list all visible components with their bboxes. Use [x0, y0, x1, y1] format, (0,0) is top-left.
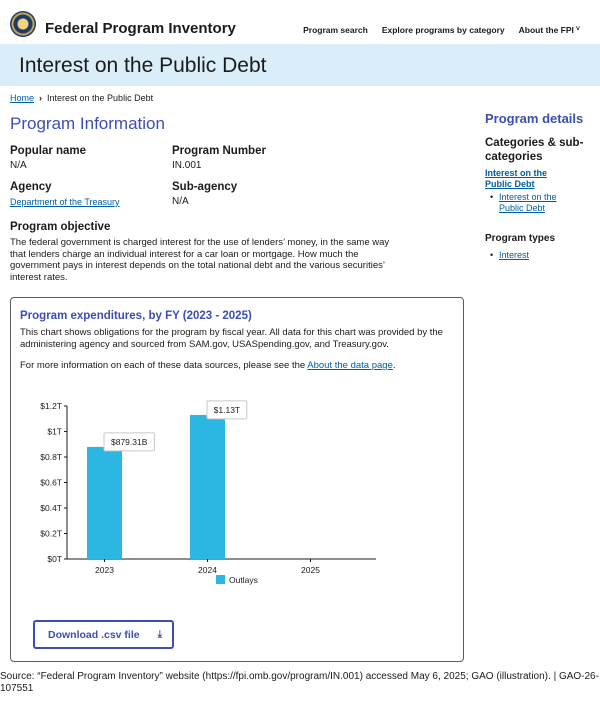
- nav-program-search[interactable]: Program search: [303, 25, 368, 35]
- program-number-value: IN.001: [172, 160, 202, 171]
- list-item: [486, 250, 576, 261]
- breadcrumb-home[interactable]: Home: [10, 93, 35, 103]
- expenditures-title: Program expenditures, by FY (2023 - 2025): [20, 310, 252, 322]
- expenditures-description: This chart shows obligations for the program by fiscal year. All data for this chart was provided by the administering agency and sourced from SAM.gov, USASpending.gov, and Treasury.gov.: [20, 327, 443, 350]
- category-link[interactable]: Interest on the Public Debt: [485, 168, 548, 189]
- legend-swatch: [216, 575, 225, 584]
- y-tick-label: $0.8T: [40, 452, 62, 462]
- sub-agency-label: Sub-agency: [172, 181, 238, 193]
- categories-heading: Categories & sub-categories: [485, 137, 584, 163]
- agency-link[interactable]: Department of the Treasury: [10, 197, 120, 207]
- chevron-down-icon: ˅: [575, 26, 580, 33]
- x-tick-label: 2025: [301, 565, 320, 575]
- data-label: $879.31B: [110, 436, 148, 447]
- breadcrumb-current: Interest on the Public Debt: [47, 93, 154, 103]
- sidebar-title: Program details: [485, 111, 584, 126]
- program-type-link[interactable]: Interest: [499, 250, 530, 260]
- list-item: [486, 192, 576, 214]
- agency-label: Agency: [10, 181, 52, 193]
- bar: [190, 415, 225, 559]
- popular-name-label: Popular name: [10, 145, 87, 157]
- data-label: $1.13T: [213, 404, 241, 415]
- y-tick-label: $1T: [47, 426, 62, 437]
- popular-name-value: N/A: [10, 160, 27, 171]
- info-suffix: .: [392, 360, 396, 371]
- y-tick-label: $0.4T: [40, 503, 62, 513]
- seal-icon[interactable]: [10, 11, 36, 37]
- bar: [87, 447, 122, 559]
- breadcrumb: [10, 93, 153, 104]
- expenditures-chart: [11, 298, 465, 618]
- site-title[interactable]: Federal Program Inventory: [45, 20, 236, 37]
- nav-about-fpi[interactable]: About the FPI ˅: [518, 25, 580, 35]
- legend-label: Outlays: [229, 575, 258, 585]
- program-types-heading: Program types: [485, 233, 556, 244]
- page-banner: [0, 44, 600, 86]
- x-tick-label: 2023: [95, 565, 114, 575]
- main-nav: [303, 25, 580, 35]
- download-label: Download .csv file: [48, 628, 140, 641]
- y-tick-label: $0.6T: [40, 477, 62, 488]
- page-title: Interest on the Public Debt: [19, 54, 267, 77]
- source-note: Source: “Federal Program Inventory” website (https://fpi.omb.gov/program/IN.001) accessed May 6, 2025; GAO (illustration). | GAO-26-107551: [0, 671, 599, 694]
- x-tick-label: 2024: [198, 565, 217, 575]
- objective-label: Program objective: [10, 221, 111, 233]
- download-csv-button[interactable]: [33, 620, 174, 649]
- subcategory-link[interactable]: Interest on the Public Debt: [499, 192, 557, 213]
- y-tick-label: $1.2T: [40, 401, 62, 411]
- nav-explore-programs[interactable]: Explore programs by category: [381, 25, 505, 35]
- about-data-link[interactable]: About the data page: [307, 360, 393, 371]
- y-tick-label: $0T: [47, 554, 62, 564]
- objective-text: The federal government is charged interest for the use of lenders’ money, in the same way that lenders charge an individual interest for a car loan or mortgage. How much the government pays in interest depends on the total national debt and the various securities’ interest rates.: [10, 237, 390, 283]
- y-tick-label: $0.2T: [40, 528, 62, 539]
- program-info-heading: Program Information: [10, 114, 165, 133]
- program-number-label: Program Number: [172, 145, 266, 157]
- subcategory-list: [486, 192, 576, 214]
- program-types-list: [486, 250, 576, 261]
- download-icon: ⤓: [157, 629, 163, 640]
- info-prefix: For more information on each of these data sources, please see the: [20, 360, 308, 371]
- expenditures-card: [10, 297, 464, 662]
- chevron-right-icon: ›: [39, 93, 43, 103]
- sub-agency-value: N/A: [172, 196, 189, 207]
